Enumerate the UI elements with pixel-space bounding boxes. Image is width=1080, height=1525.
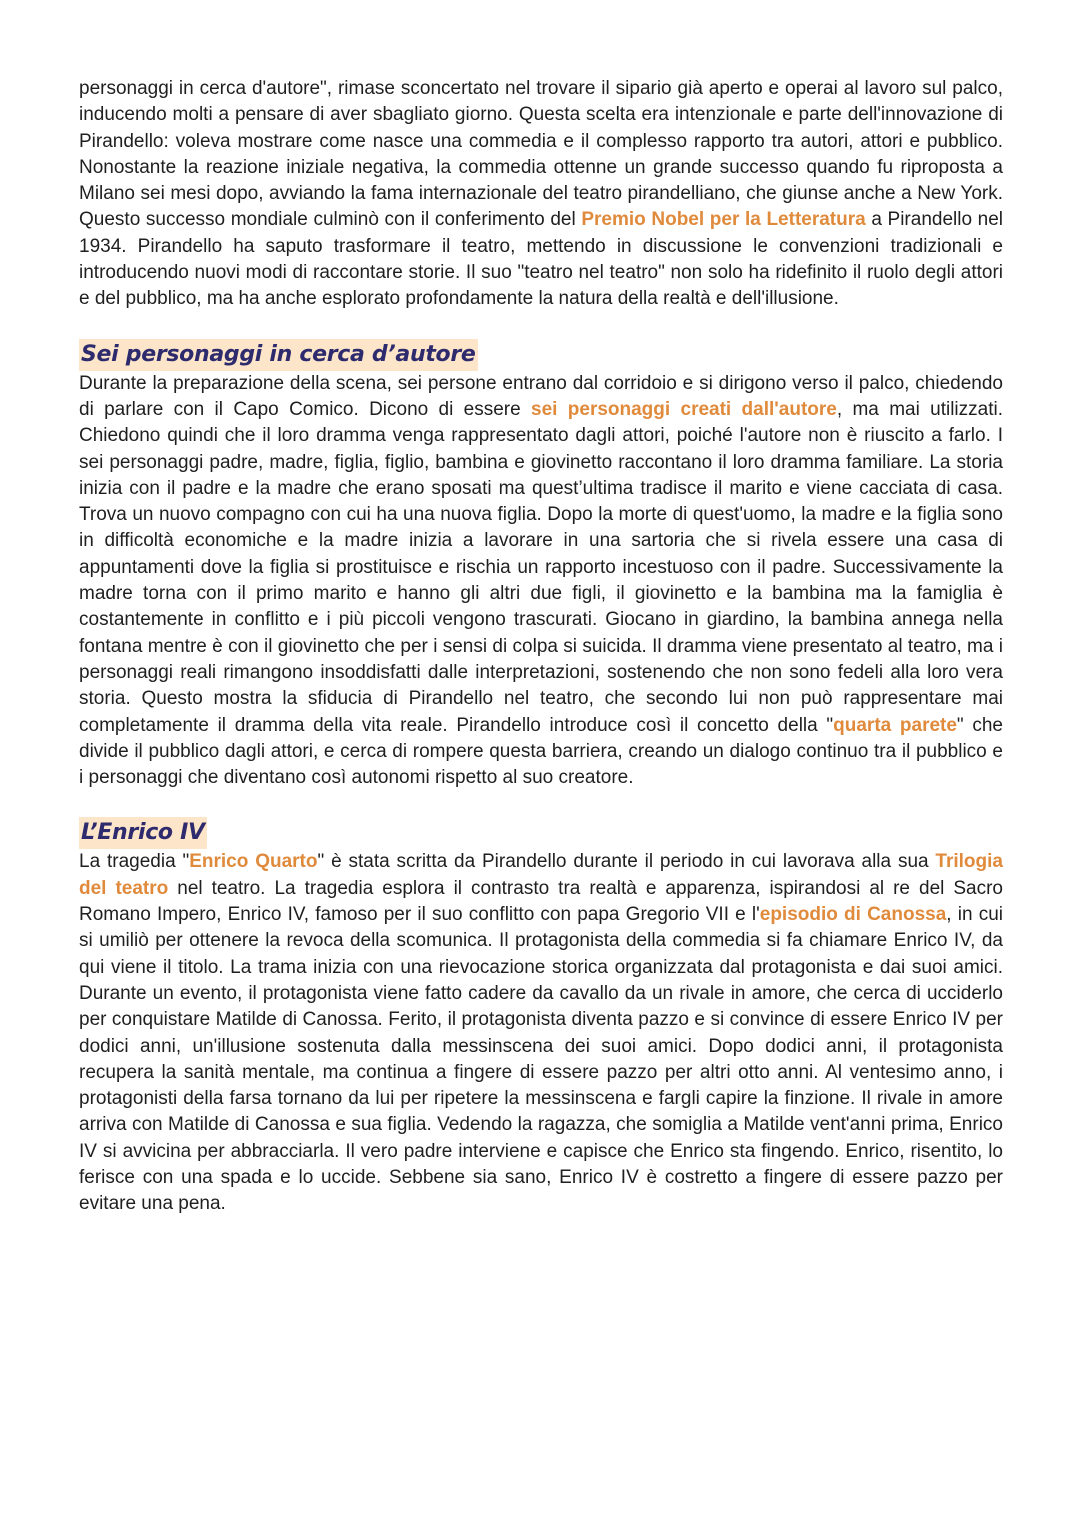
sei-personaggi-paragraph — [79, 371, 1003, 792]
premio-nobel-highlight: Premio Nobel per la Letteratura — [581, 209, 866, 231]
section-enrico-iv — [79, 817, 1003, 1217]
enrico-text-3: nel teatro. La tragedia esplora il contrasto tra realtà e apparenza, ispirandosi al re del Sacro Romano Impero, Enrico IV, famoso per il suo conflitto con papa Gregorio VII e l' — [79, 877, 1003, 926]
section-sei-personaggi — [79, 339, 1003, 792]
enrico-text-2: " è stata scritta da Pirandello durante il periodo in cui lavorava alla sua — [317, 851, 936, 873]
sei-text-3: " che divide il pubblico dagli attori, e cerca di rompere questa barriera, creando un dialogo continuo tra il pubblico e i personaggi che diventano così autonomi rispetto al suo creatore. — [79, 714, 1003, 789]
trilogia-highlight: Trilogia del teatro — [79, 851, 1003, 899]
sei-text-2: , ma mai utilizzati. Chiedono quindi che il loro dramma venga rappresentato dagli attori, poiché l'autore non è riuscito a farlo. I sei personaggi padre, madre, figlia, figlio, bambina e giovinetto raccontano il loro dramma familiare. La storia inizia con il padre e la madre che erano sposati ma quest’ultima tradisce il marito e viene cacciata di casa. Trova un nuovo compagno con cui ha una nuova figlia. Dopo la morte di quest'uomo, la madre e la figlia sono in difficoltà economiche e la madre inizia a lavorare in una sartoria che si rivela essere una casa di appuntamenti dove la figlia si prostituisce e rischia un rapporto incestuoso con il padre. Successivamente la madre torna con il primo marito e hanno gli altri due figli, il giovinetto e la bambina ma la famiglia è costantemente in conflitto e i più piccoli vengono trascurati. Giocano in giardino, la bambina annega nella fontana mentre è con il giovinetto che per i sensi di colpa si suicida. Il dramma viene presentato al teatro, ma i personaggi reali rimangono insoddisfatti dalle interpretazioni, sostenendo che non sono fedeli alla loro vera storia. Questo mostra la sfiducia di Pirandello nel teatro, che secondo lui non può rappresentare mai completamente il dramma della vita reale. Pirandello introduce così il concetto della " — [79, 398, 1003, 736]
canossa-highlight: episodio di Canossa — [759, 904, 947, 926]
enrico-iv-paragraph — [79, 849, 1003, 1217]
enrico-text-4: , in cui si umiliò per ottenere la revoca della scomunica. Il protagonista della commedia si fa chiamare Enrico IV, da qui viene il titolo. La trama inizia con una rievocazione storica organizzata dal protagonista e dai suoi amici. Durante un evento, il protagonista viene fatto cadere da cavallo da un rivale in amore, che cerca di ucciderlo per conquistare Matilde di Canossa. Ferito, il protagonista diventa pazzo e si convince di essere Enrico IV per dodici anni, un'illusione sostenuta dalla messinscena dei suoi amici. Dopo dodici anni, il protagonista recupera la sanità mentale, ma continua a fingere di essere pazzo per altri otto anni. Al ventesimo anno, i protagonisti della farsa tornano da lui per ripetere la messinscena e fargli capire la finzione. Il rivale in amore arriva con Matilde di Canossa e sua figlia. Vedendo la ragazza, che somiglia a Matilde vent'anni prima, Enrico IV si avvicina per abbracciarla. Il vero padre interviene e capisce che Enrico sta fingendo. Enrico, risentito, lo ferisce con una spada e lo uccide. Sebbene sia sano, Enrico IV è costretto a fingere di essere pazzo per evitare una pena. — [79, 904, 1003, 1215]
document-page — [79, 76, 1003, 1218]
section-heading-sei-personaggi: Sei personaggi in cerca d’autore — [79, 339, 478, 371]
quarta-parete-highlight: quarta parete — [833, 714, 957, 736]
enrico-text-1: La tragedia " — [79, 851, 190, 873]
intro-text-2: a Pirandello nel 1934. Pirandello ha saputo trasformare il teatro, mettendo in discussione le convenzioni tradizionali e introducendo nuovi modi di raccontare storie. Il suo "teatro nel teatro" non solo ha ridefinito il ruolo degli attori e del pubblico, ma ha anche esplorato profondamente la natura della realtà e dell'illusione. — [79, 209, 1004, 310]
section-heading-enrico-iv: L’Enrico IV — [79, 817, 207, 849]
intro-text-1: personaggi in cerca d'autore", rimase sconcertato nel trovare il sipario già aperto e operai al lavoro sul palco, inducendo molti a pensare di aver sbagliato giorno. Questa scelta era intenzionale e parte dell'innovazione di Pirandello: voleva mostrare come nasce una commedia e il complesso rapporto tra autori, attori e pubblico. Nonostante la reazione iniziale negativa, la commedia ottenne un grande successo quando fu riproposta a Milano sei mesi dopo, avviando la fama internazionale del teatro pirandelliano, che giunse anche a New York. Questo successo mondiale culminò con il conferimento del — [79, 78, 1003, 231]
intro-paragraph — [79, 76, 1003, 313]
sei-text-1: Durante la preparazione della scena, sei persone entrano dal corridoio e si dirigono verso il palco, chiedendo di parlare con il Capo Comico. Dicono di essere — [79, 372, 1003, 420]
sei-personaggi-highlight: sei personaggi creati dall'autore — [531, 398, 837, 420]
enrico-quarto-highlight: Enrico Quarto — [189, 851, 318, 873]
